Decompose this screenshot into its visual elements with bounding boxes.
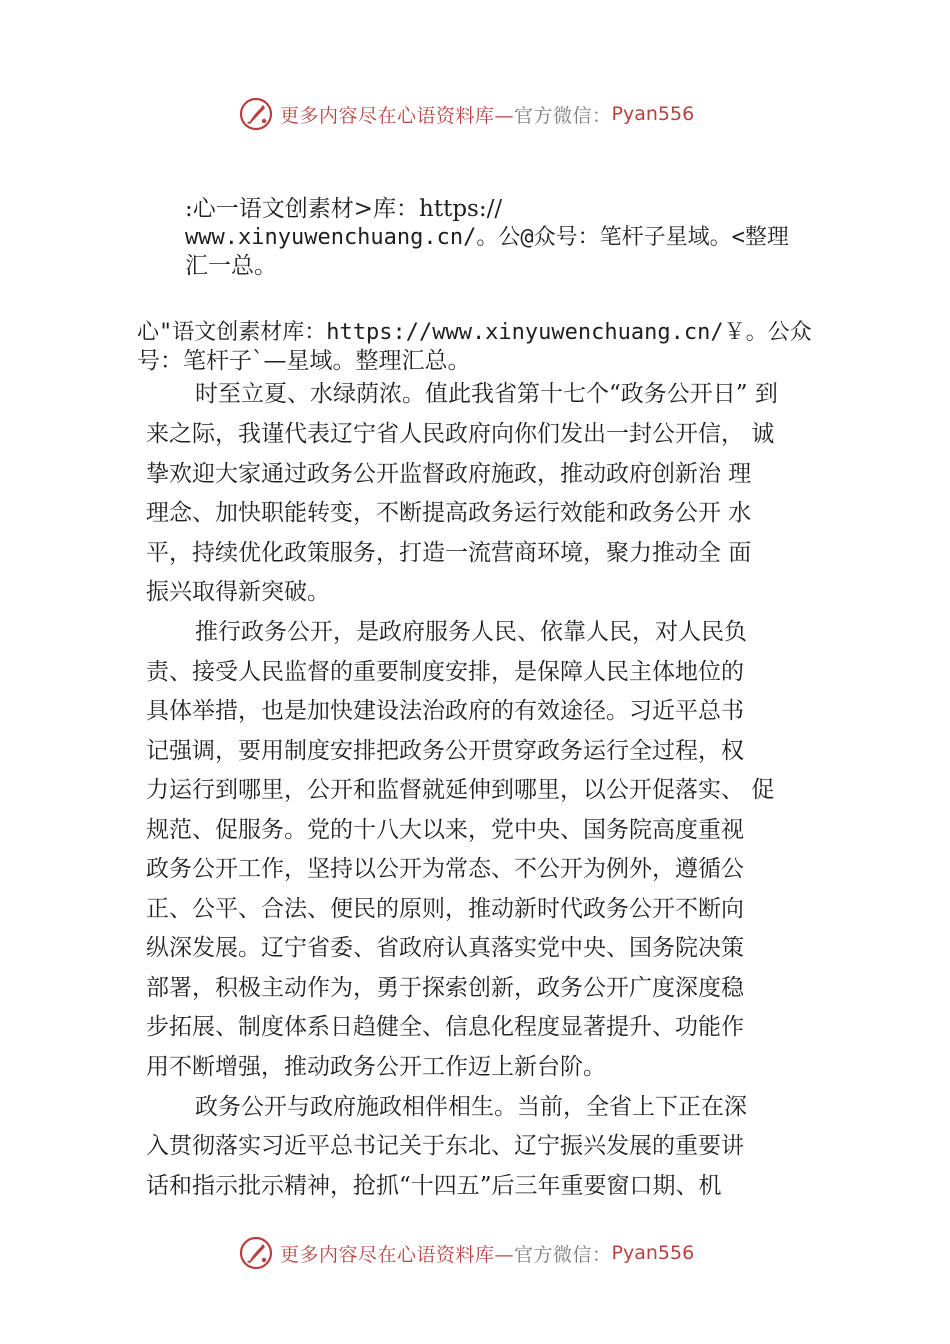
watermark-text: 更多内容尽在心语资料库—: [280, 104, 515, 127]
body-line: 挚欢迎大家通过政务公开监督政府施政，推动政府创新治 理: [146, 461, 752, 487]
body-line: 规范、促服务。党的十八大以来，党中央、国务院高度重视: [146, 817, 744, 843]
quill-circle-icon: [238, 1235, 274, 1271]
watermark-label: 官方微信：: [514, 104, 612, 127]
body-line: 部署，积极主动作为，勇于探索创新，政务公开广度深度稳: [146, 975, 744, 1001]
watermark-banner-bottom: [238, 1233, 694, 1273]
body-line: 话和指示批示精神，抢抓“十四五”后三年重要窗口期、机: [146, 1173, 722, 1199]
body-line: 振兴取得新突破。: [146, 579, 330, 605]
body-line: 政务公开与政府施政相伴相生。当前，全省上下正在深: [195, 1094, 747, 1120]
quill-circle-icon: [238, 96, 274, 132]
body-line: 入贯彻落实习近平总书记关于东北、辽宁振兴发展的重要讲: [146, 1133, 744, 1159]
body-line: 力运行到哪里，公开和监督就延伸到哪里，以公开促落实、 促: [146, 777, 775, 803]
body-line: 纵深发展。辽宁省委、省政府认真落实党中央、国务院决策: [146, 935, 744, 961]
watermark-label: 官方微信：: [514, 1243, 612, 1266]
source-note-1-line-1: :心一语文创素材>库：https://: [185, 196, 503, 222]
body-line: 责、接受人民监督的重要制度安排，是保障人民主体地位的: [146, 659, 744, 685]
source-note-1-line-2: www.xinyuwenchuang.cn/。公@众号：笔杆子星域。<整理: [185, 225, 789, 250]
watermark-wechat-id: Pyan556: [611, 103, 695, 125]
body-line: 用不断增强，推动政务公开工作迈上新台阶。: [146, 1054, 606, 1080]
body-line: 步拓展、制度体系日趋健全、信息化程度显著提升、功能作: [146, 1014, 744, 1040]
body-line: 时至立夏、水绿荫浓。值此我省第十七个“政务公开日” 到: [195, 381, 778, 407]
watermark-text: 更多内容尽在心语资料库—: [280, 1243, 515, 1266]
body-line: 来之际，我谨代表辽宁省人民政府向你们发出一封公开信， 诚: [146, 421, 775, 447]
body-line: 推行政务公开，是政府服务人民、依靠人民，对人民负: [195, 619, 747, 645]
watermark-banner-top: [238, 94, 694, 134]
body-line: 具体举措，也是加快建设法治政府的有效途径。习近平总书: [146, 698, 744, 724]
body-line: 理念、加快职能转变，不断提高政务运行效能和政务公开 水: [146, 500, 752, 526]
body-line: 记强调，要用制度安排把政务公开贯穿政务运行全过程，权: [146, 738, 744, 764]
body-line: 平，持续优化政策服务，打造一流营商环境，聚力推动全 面: [146, 540, 752, 566]
watermark-wechat-id: Pyan556: [611, 1242, 695, 1264]
source-note-1-line-3: 汇一总。: [185, 253, 277, 279]
source-note-2-line-2: 号：笔杆子`—星域。整理汇总。: [137, 348, 471, 374]
body-line: 政务公开工作，坚持以公开为常态、不公开为例外，遵循公: [146, 856, 744, 882]
body-line: 正、公平、合法、便民的原则，推动新时代政务公开不断向: [146, 896, 744, 922]
source-note-2-line-1: 心"语文创素材库：https://www.xinyuwenchuang.cn/￥。公众: [137, 320, 812, 345]
